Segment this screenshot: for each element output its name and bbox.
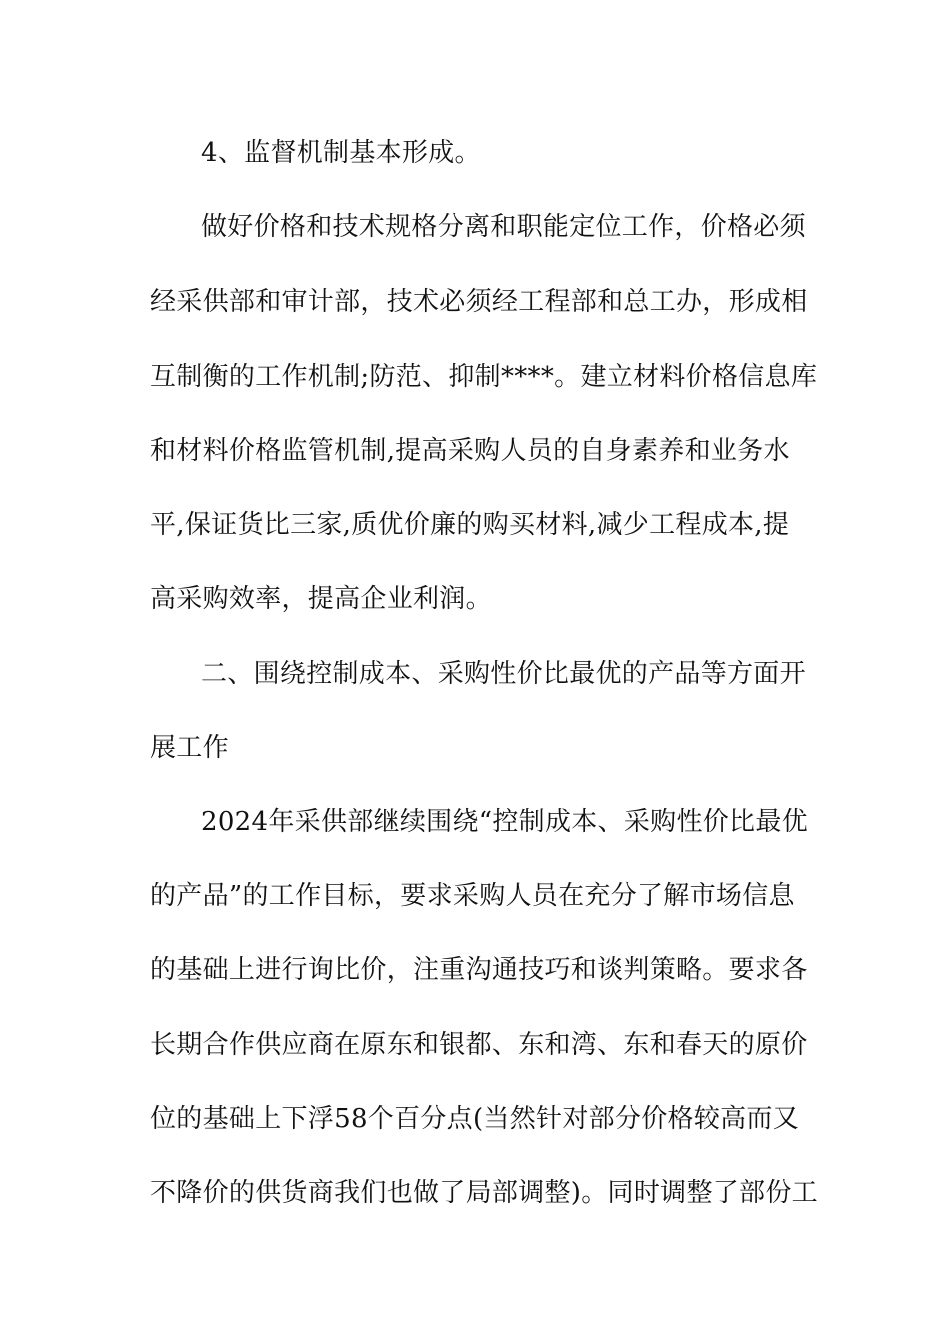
paragraph-text-line: 互制衡的工作机制;防范、抑制****。建立材料价格信息库 <box>150 362 818 392</box>
paragraph-text-line: 经采供部和审计部，技术必须经工程部和总工办，形成相 <box>150 287 808 317</box>
paragraph-text-line: 和材料价格监管机制,提高采购人员的自身素养和业务水 <box>150 436 790 466</box>
paragraph-text-line: 不降价的供货商我们也做了局部调整)。同时调整了部份工 <box>150 1178 818 1208</box>
paragraph-text-line: 高采购效率，提高企业利润。 <box>150 584 492 614</box>
paragraph-heading-4: 4、监督机制基本形成。 <box>201 138 481 168</box>
section-heading-continuation: 展工作 <box>150 733 229 763</box>
section-heading: 二、围绕控制成本、采购性价比最优的产品等方面开 <box>201 659 806 689</box>
paragraph-text-line: 的产品”的工作目标，要求采购人员在充分了解市场信息 <box>150 881 795 911</box>
paragraph-text-line: 2024年采供部继续围绕“控制成本、采购性价比最优 <box>201 807 808 837</box>
paragraph-text-line: 长期合作供应商在原东和银都、东和湾、东和春天的原价 <box>150 1030 808 1060</box>
paragraph-text-line: 的基础上进行询比价，注重沟通技巧和谈判策略。要求各 <box>150 955 808 985</box>
paragraph-text-line: 做好价格和技术规格分离和职能定位工作，价格必须 <box>201 212 806 242</box>
paragraph-text-line: 位的基础上下浮58个百分点(当然针对部分价格较高而又 <box>150 1104 800 1134</box>
paragraph-text-line: 平,保证货比三家,质优价廉的购买材料,减少工程成本,提 <box>150 510 790 540</box>
